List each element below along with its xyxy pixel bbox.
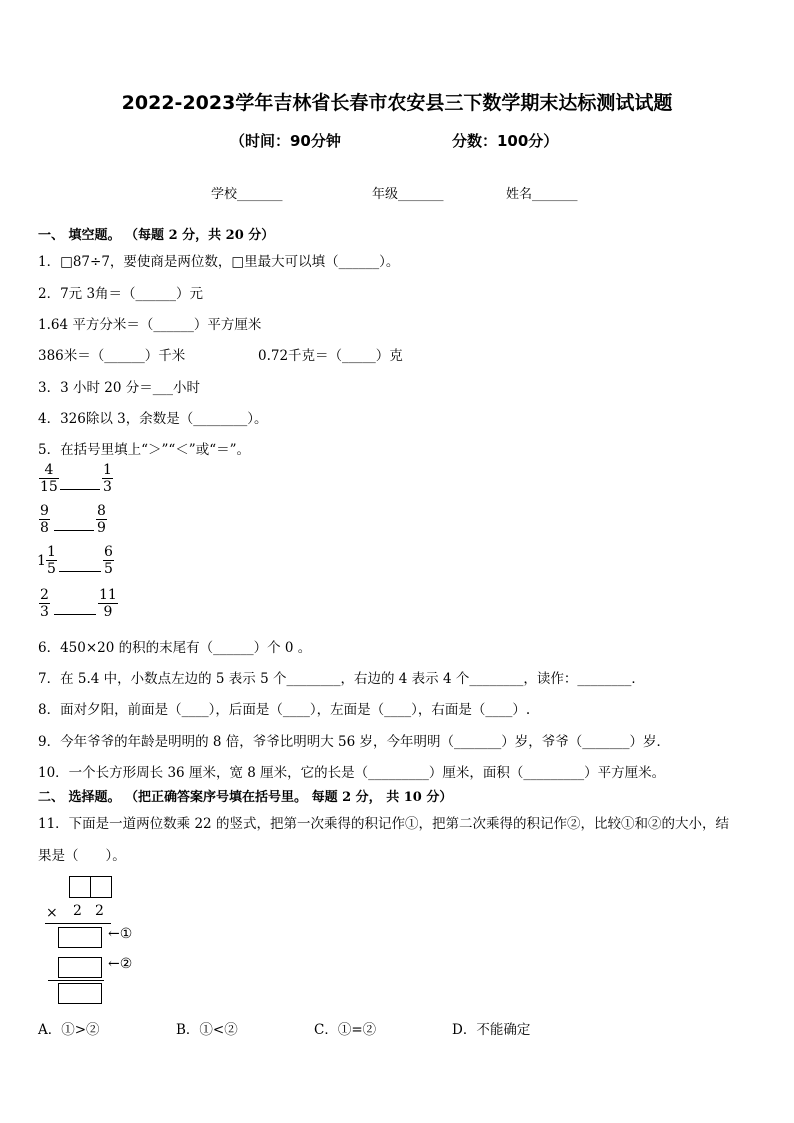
numerator: 11: [99, 587, 117, 603]
fraction: [98, 587, 118, 620]
question-11-line-2: 果是（ ）。: [38, 848, 126, 864]
question-2c: 386米＝（______）千米: [38, 348, 186, 364]
option-d: D．不能确定: [452, 1022, 531, 1038]
product-2-box: [58, 957, 102, 978]
answer-blank: [54, 530, 94, 531]
fraction: [39, 503, 50, 536]
question-8: 8．面对夕阳，前面是（____），后面是（____），左面是（____），右面是（____）.: [38, 702, 531, 718]
question-5: 5．在括号里填上“＞”“＜”或“＝”。: [38, 442, 250, 458]
digit-box: [69, 876, 91, 898]
fraction: [96, 503, 107, 536]
question-2d: 0.72千克＝（_____）克: [258, 348, 403, 364]
whole-number: 1: [37, 553, 46, 569]
answer-blank: [59, 571, 101, 572]
multiply-sign: ×: [46, 905, 58, 921]
denominator: 9: [97, 520, 106, 536]
denominator: 8: [40, 520, 49, 536]
question-2b: 1.64 平方分米＝（______）平方厘米: [38, 317, 262, 333]
answer-blank: [54, 614, 96, 615]
exam-time: （时间：90分钟: [230, 132, 341, 150]
sum-line: [48, 980, 104, 981]
option-c: C．①=②: [314, 1022, 377, 1038]
numerator: 9: [40, 503, 49, 519]
numerator: 1: [47, 544, 56, 560]
section-1-heading: 一、 填空题。 （每题 2 分，共 20 分）: [38, 228, 275, 243]
fraction: [103, 544, 114, 577]
fraction: [39, 462, 59, 495]
denominator: 9: [103, 604, 113, 620]
name-field: 姓名_______: [506, 187, 578, 202]
numerator: 6: [104, 544, 113, 560]
question-4: 4．326除以 3，余数是（________）。: [38, 411, 268, 427]
question-11-line-1: 11．下面是一道两位数乘 22 的竖式，把第一次乘得的积记作①，把第二次乘得的积记作②，比较①和②的大小，结: [38, 816, 729, 832]
product-1-arrow: ←①: [108, 926, 133, 942]
denominator: 5: [104, 561, 113, 577]
numerator: 2: [40, 587, 49, 603]
grade-field: 年级_______: [372, 187, 444, 202]
section-2-heading: 二、 选择题。 （把正确答案序号填在括号里。 每题 2 分， 共 10 分）: [38, 790, 453, 805]
question-10: 10．一个长方形周长 36 厘米，宽 8 厘米，它的长是（_________）厘米，面积（_________）平方厘米。: [38, 765, 666, 781]
option-a: A．①>②: [38, 1022, 100, 1038]
school-field: 学校_______: [211, 187, 283, 202]
multiplier-digit: 2: [73, 903, 82, 919]
fraction: [46, 544, 57, 577]
question-6: 6．450×20 的积的末尾有（______）个 0 。: [38, 640, 312, 656]
denominator: 5: [47, 561, 56, 577]
sum-box: [58, 983, 102, 1004]
page-title: 2022-2023学年吉林省长春市农安县三下数学期末达标测试试题: [121, 92, 673, 114]
question-3: 3．3 小时 20 分＝___小时: [38, 380, 200, 396]
numerator: 4: [44, 462, 54, 478]
denominator: 3: [40, 604, 49, 620]
option-b: B．①<②: [176, 1022, 238, 1038]
multiplication-line: [45, 923, 111, 924]
question-7: 7．在 5.4 中，小数点左边的 5 表示 5 个________，右边的 4 表示 4 个________，读作：________．: [38, 671, 645, 687]
denominator: 3: [103, 479, 112, 495]
numerator: 1: [103, 462, 112, 478]
denominator: 15: [40, 479, 58, 495]
multiplier-digit: 2: [95, 903, 104, 919]
digit-box: [90, 876, 112, 898]
product-2-arrow: ←②: [108, 956, 133, 972]
fraction: [102, 462, 113, 495]
fraction: [39, 587, 50, 620]
product-1-box: [58, 927, 102, 948]
answer-blank: [60, 489, 100, 490]
exam-score: 分数：100分）: [452, 132, 559, 150]
question-2a: 2．7元 3角＝（______）元: [38, 286, 204, 302]
question-1: 1．□87÷7，要使商是两位数，□里最大可以填（______）。: [38, 254, 400, 270]
numerator: 8: [97, 503, 106, 519]
question-9: 9．今年爷爷的年龄是明明的 8 倍，爷爷比明明大 56 岁，今年明明（_______）岁，爷爷（_______）岁．: [38, 734, 671, 750]
